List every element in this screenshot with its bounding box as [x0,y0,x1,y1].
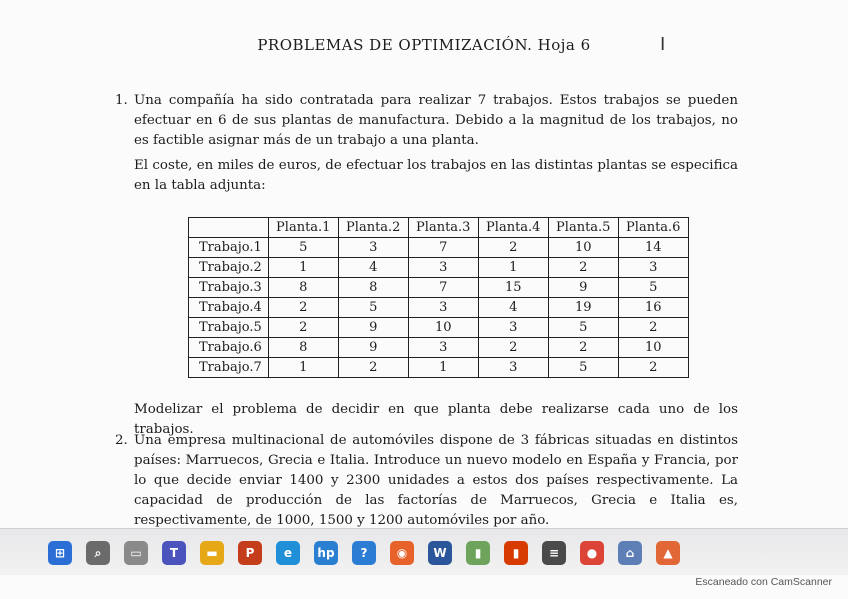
table-header-cell: Planta.3 [408,218,478,238]
table-cell: 15 [478,278,548,298]
table-header-cell: Planta.6 [618,218,688,238]
table-header-cell: Planta.4 [478,218,548,238]
table-cell: 3 [338,238,408,258]
table-cell: 2 [618,358,688,378]
row-label: Trabajo.1 [189,238,269,258]
word-icon[interactable]: W [428,541,452,565]
table-cell: 2 [618,318,688,338]
row-label: Trabajo.7 [189,358,269,378]
table-cell: 10 [618,338,688,358]
camscanner-watermark: Escaneado con CamScanner [695,576,832,588]
table-header-cell: Planta.1 [268,218,338,238]
row-label: Trabajo.3 [189,278,269,298]
table-cell: 9 [338,338,408,358]
table-cell: 5 [548,358,618,378]
row-label: Trabajo.2 [189,258,269,278]
table-cell: 1 [478,258,548,278]
table-cell: 1 [268,258,338,278]
table-cell: 1 [268,358,338,378]
table-row [189,338,689,358]
table-cell: 4 [478,298,548,318]
table-cell: 5 [268,238,338,258]
problem-1-cost-text: El coste, en miles de euros, de efectuar los trabajos en las distintas plantas se especifica en la tabla adjunta: [134,158,738,193]
table-cell: 8 [338,278,408,298]
cost-table [188,217,689,378]
problem-1-closing: Modelizar el problema de decidir en que planta debe realizarse cada uno de los trabajos. [134,402,738,437]
chrome-icon[interactable]: ● [580,541,604,565]
table-cell: 5 [618,278,688,298]
table-row [189,358,689,378]
taskview-icon[interactable]: ▭ [124,541,148,565]
table-cell: 3 [478,358,548,378]
table-cell: 10 [408,318,478,338]
table-cell: 16 [618,298,688,318]
table-row [189,238,689,258]
table-cell: 2 [268,318,338,338]
table-cell: 3 [408,298,478,318]
table-cell: 3 [408,338,478,358]
edge-icon[interactable]: e [276,541,300,565]
table-header-row [189,218,689,238]
firefox-icon[interactable]: ◉ [390,541,414,565]
start-icon[interactable]: ⊞ [48,541,72,565]
table-cell: 1 [408,358,478,378]
table-row [189,298,689,318]
table-cell: 8 [268,338,338,358]
problem-1-number: 1. [115,93,128,108]
row-label: Trabajo.6 [189,338,269,358]
problem-1-intro: Una compañía ha sido contratada para realizar 7 trabajos. Estos trabajos se pueden efectuar en 6 de sus plantas de manufactura. Debido a la magnitud de los trabajos, no es factible asignar más de un trabajo a una planta. [134,93,738,148]
table-cell: 14 [618,238,688,258]
hp-icon[interactable]: hp [314,541,338,565]
page-title: PROBLEMAS DE OPTIMIZACIÓN. Hoja 6 [257,36,591,54]
file-explorer-icon[interactable]: ▬ [200,541,224,565]
text-cursor-icon: I [660,34,666,55]
table-cell: 2 [478,338,548,358]
table-row [189,258,689,278]
teams-icon[interactable]: T [162,541,186,565]
table-cell: 2 [338,358,408,378]
row-label: Trabajo.5 [189,318,269,338]
problem-2-text: Una empresa multinacional de automóviles dispone de 3 fábricas situadas en distintos países: Marruecos, Grecia e Italia. Introduce un nuevo modelo en España y Francia, por lo que decide enviar 1400 y 2300 unidades a estos dos países respectivamente. La capacidad de producción de las factorías de Marruecos, Grecia e Italia es, respectivamente, de 1000, 1500 y 1200 automóviles por año. [134,433,738,528]
table-header-cell [189,218,269,238]
matlab-icon[interactable]: ▲ [656,541,680,565]
table-body [189,238,689,378]
table-header-cell: Planta.5 [548,218,618,238]
table-cell: 8 [268,278,338,298]
table-cell: 3 [618,258,688,278]
table-cell: 9 [338,318,408,338]
table-cell: 2 [268,298,338,318]
search-icon[interactable]: ⌕ [86,541,110,565]
table-row [189,278,689,298]
taskbar [0,528,848,575]
table-cell: 19 [548,298,618,318]
table-cell: 2 [548,258,618,278]
powerpoint-icon[interactable]: P [238,541,262,565]
table-cell: 10 [548,238,618,258]
table-header-cell: Planta.2 [338,218,408,238]
table-cell: 2 [478,238,548,258]
office-icon[interactable]: ▮ [504,541,528,565]
network-icon[interactable]: ⌂ [618,541,642,565]
table-cell: 5 [548,318,618,338]
table-cell: 2 [548,338,618,358]
app-green-icon[interactable]: ▮ [466,541,490,565]
table-cell: 4 [338,258,408,278]
row-label: Trabajo.4 [189,298,269,318]
problem-2-number: 2. [115,433,128,448]
table-cell: 3 [478,318,548,338]
table-row [189,318,689,338]
table-cell: 7 [408,238,478,258]
table-cell: 3 [408,258,478,278]
table-cell: 9 [548,278,618,298]
notepad-icon[interactable]: ≡ [542,541,566,565]
table-cell: 7 [408,278,478,298]
help-icon[interactable]: ? [352,541,376,565]
table-cell: 5 [338,298,408,318]
